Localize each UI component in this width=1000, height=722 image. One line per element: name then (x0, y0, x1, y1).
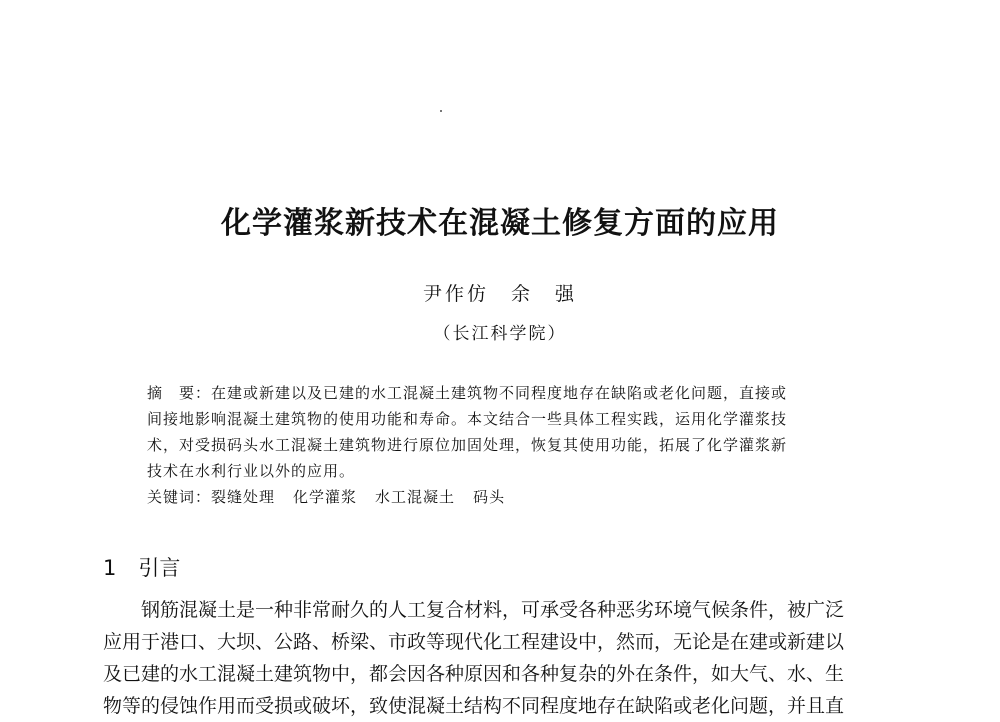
keywords-label: 关键词： (147, 488, 212, 506)
abstract-label: 摘 要： (147, 384, 212, 402)
section-title: 引言 (138, 556, 181, 580)
body-line: 物等的侵蚀作用而受损或破坏，致使混凝土结构不同程度地存在缺陷或老化问题，并且直 (103, 695, 845, 717)
keyword: 码头 (473, 488, 506, 506)
abstract-text: 在建或新建以及已建的水工混凝土建筑物不同程度地存在缺陷或老化问题，直接或 (211, 384, 788, 402)
keywords (147, 484, 855, 510)
abstract-line (147, 380, 855, 406)
keyword: 化学灌浆 (293, 488, 358, 506)
section-number: 1 (103, 556, 117, 580)
body-line: 及已建的水工混凝土建筑物中，都会因各种原因和各种复杂的外在条件，如大气、水、生 (103, 663, 845, 685)
paper-affiliation: （长江科学院） (433, 324, 567, 344)
abstract-line: 技术在水利行业以外的应用。 (147, 462, 356, 480)
paper-authors: 尹作仿 余 强 (422, 283, 577, 305)
abstract-line: 术，对受损码头水工混凝土建筑物进行原位加固处理，恢复其使用功能，拓展了化学灌浆新 (147, 436, 788, 454)
abstract-line: 间接地影响混凝土建筑物的使用功能和寿命。本文结合一些具体工程实践，运用化学灌浆技 (147, 410, 788, 428)
paper-title: 化学灌浆新技术在混凝土修复方面的应用 (221, 206, 779, 241)
keyword: 裂缝处理 (211, 488, 276, 506)
keyword: 水工混凝土 (375, 488, 456, 506)
scan-speck (440, 110, 442, 112)
section-heading (103, 552, 180, 582)
body-line: 钢筋混凝土是一种非常耐久的人工复合材料，可承受各种恶劣环境气候条件，被广泛 (141, 599, 845, 621)
abstract (147, 380, 855, 484)
body-paragraph (103, 594, 898, 722)
body-line: 应用于港口、大坝、公路、桥梁、市政等现代化工程建设中，然而，无论是在建或新建以 (103, 631, 845, 653)
